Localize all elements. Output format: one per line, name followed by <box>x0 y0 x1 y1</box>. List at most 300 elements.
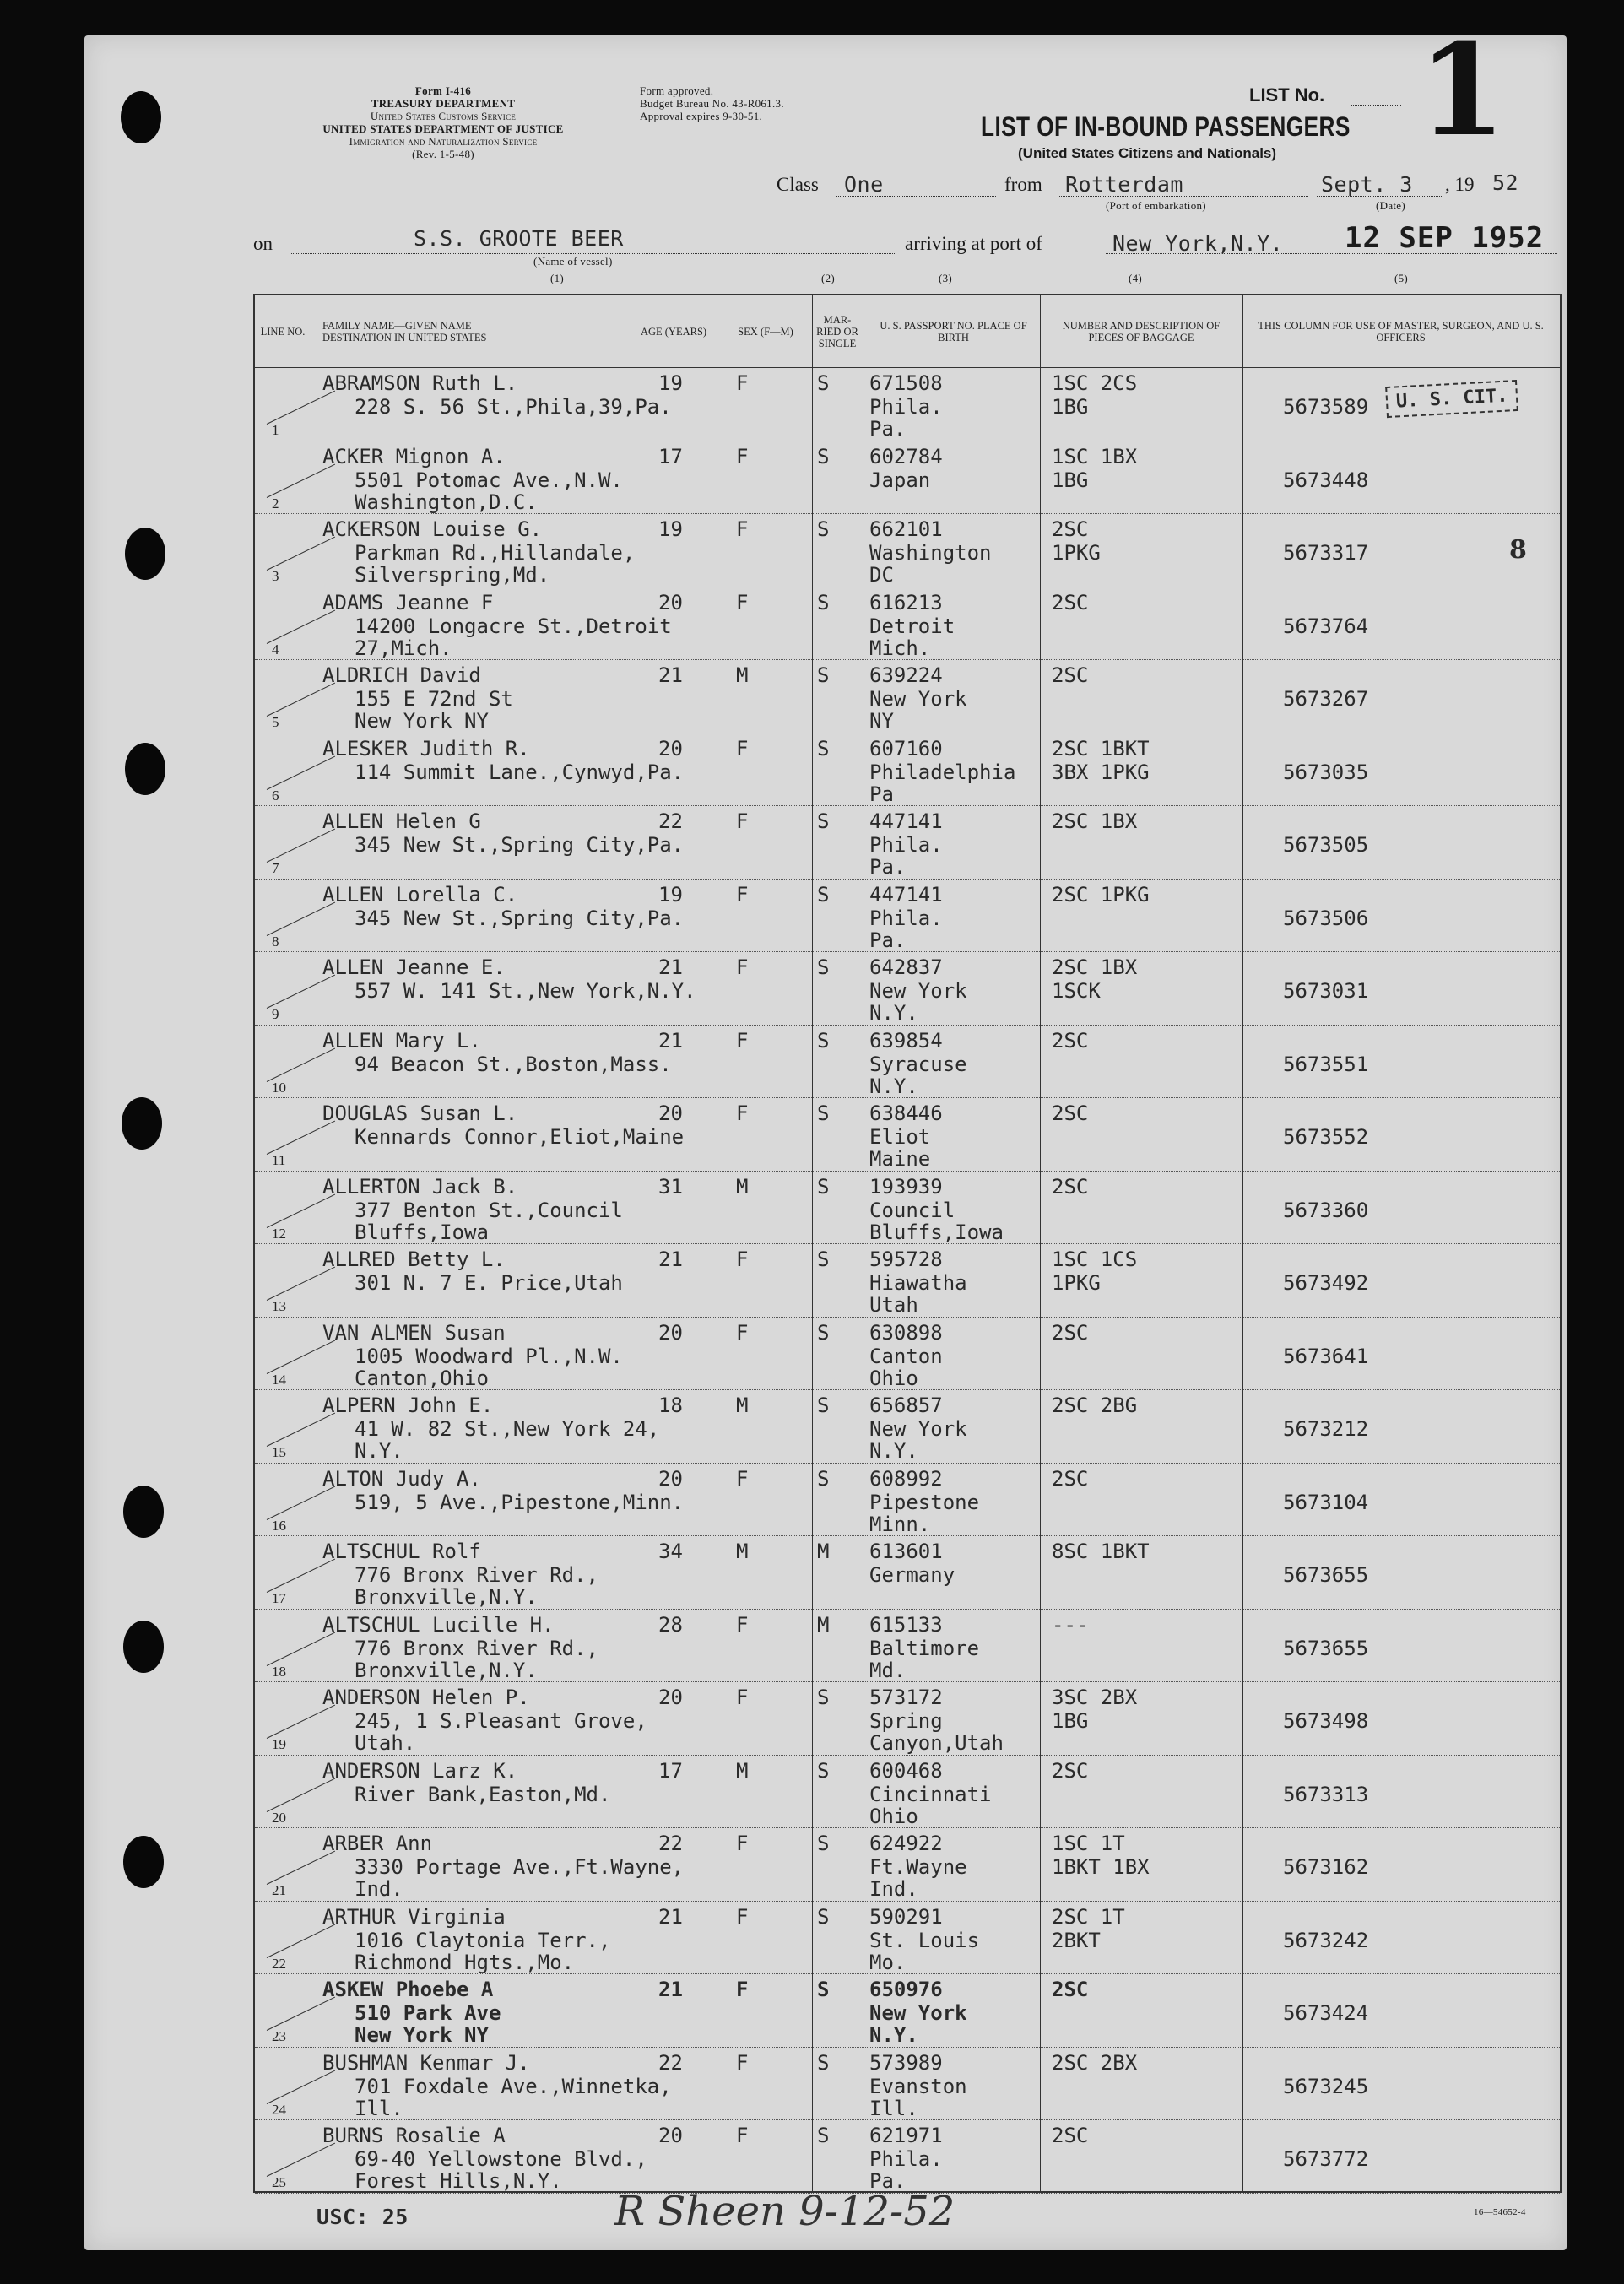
birthplace-line-1: Council <box>869 1198 955 1222</box>
address-line-1: 519, 5 Ave.,Pipestone,Minn. <box>355 1490 685 1514</box>
officer-code: 5673655 <box>1283 1563 1369 1587</box>
address-line-2: New York NY <box>355 2023 489 2047</box>
line-number: 19 <box>272 1736 286 1752</box>
birthplace-line-2: Ill. <box>869 2096 918 2120</box>
baggage-line-2: 1BKT 1BX <box>1052 1855 1150 1879</box>
line-number: 4 <box>272 641 279 658</box>
table-row <box>255 1464 1560 1537</box>
marital-status: S <box>817 2050 830 2075</box>
baggage-line-1: 2SC <box>1052 1466 1089 1491</box>
baggage-line-1: 2SC <box>1052 2124 1089 2147</box>
line-number: 5 <box>272 714 279 730</box>
address-line-1: 701 Foxdale Ave.,Winnetka, <box>355 2074 672 2098</box>
baggage-line-1: 8SC 1BKT <box>1052 1540 1150 1563</box>
approval-expires: Approval expires 9-30-51. <box>640 110 763 122</box>
marital-status: S <box>817 371 830 395</box>
age: 31 <box>658 1174 683 1199</box>
punch-hole <box>125 528 165 580</box>
age: 17 <box>658 444 683 468</box>
arrival-date-stamp: 12 SEP 1952 <box>1345 221 1545 255</box>
birthplace-line-1: Pipestone <box>869 1490 980 1514</box>
age: 22 <box>658 2050 683 2075</box>
baggage-line-1: 1SC 1BX <box>1052 444 1138 468</box>
officer-code: 5673245 <box>1283 2074 1369 2098</box>
header-passport: U. S. PASSPORT NO. PLACE OF BIRTH <box>880 319 1027 344</box>
officer-code: 5673313 <box>1283 1782 1369 1806</box>
birthplace-line-2: Pa. <box>869 928 907 952</box>
marital-status: S <box>817 1101 830 1125</box>
col-num-5: (5) <box>1394 272 1409 284</box>
passport-number: 607160 <box>869 736 943 760</box>
table-row <box>255 1828 1560 1902</box>
officer-code: 5673212 <box>1283 1417 1369 1441</box>
passport-number: 671508 <box>869 371 943 395</box>
birthplace-line-1: New York <box>869 687 967 711</box>
baggage-line-1: 2SC 1BX <box>1052 809 1138 833</box>
birthplace-line-2: Minn. <box>869 1512 931 1536</box>
sex: F <box>736 1686 749 1709</box>
from-value: Rotterdam <box>1065 172 1183 197</box>
address-line-1: 155 E 72nd St <box>355 687 513 711</box>
birthplace-line-1: Phila. <box>869 2147 943 2171</box>
birthplace-line-2: N.Y. <box>869 1001 918 1025</box>
passport-number: 600468 <box>869 1758 943 1783</box>
birthplace-line-1: Ft.Wayne <box>869 1855 967 1879</box>
passenger-name: ALLEN Mary L. <box>322 1028 481 1053</box>
passenger-name: ACKERSON Louise G. <box>322 517 543 541</box>
address-line-1: 114 Summit Lane.,Cynwyd,Pa. <box>355 760 685 784</box>
birthplace-line-1: New York <box>869 2001 967 2025</box>
passenger-name: ALTSCHUL Lucille H. <box>322 1612 555 1637</box>
passenger-name: ARTHUR Virginia <box>322 1904 506 1929</box>
birthplace-line-2: Pa. <box>869 2169 907 2193</box>
passenger-name: ALLEN Jeanne E. <box>322 955 506 979</box>
from-line <box>1059 196 1308 197</box>
line-number: 8 <box>272 933 279 950</box>
table-row <box>255 880 1560 953</box>
age: 20 <box>658 1466 683 1491</box>
marital-status: S <box>817 955 830 979</box>
baggage-line-2: 1BG <box>1052 1709 1089 1733</box>
passport-number: 193939 <box>869 1174 943 1199</box>
line-number: 3 <box>272 568 279 584</box>
baggage-line-2: 1PKG <box>1052 1271 1101 1295</box>
passenger-name: ALESKER Judith R. <box>322 736 530 760</box>
revision: (Rev. 1-5-48) <box>412 148 474 160</box>
birthplace-line-1: Cincinnati <box>869 1782 992 1806</box>
sex: F <box>736 1248 749 1271</box>
sex: F <box>736 809 749 833</box>
line-number: 20 <box>272 1809 286 1826</box>
header-sex: SEX (F—M) <box>738 325 793 338</box>
baggage-line-1: 2SC <box>1052 1758 1089 1783</box>
marital-status: S <box>817 1466 830 1491</box>
line-number: 25 <box>272 2174 286 2190</box>
age: 21 <box>658 1248 683 1271</box>
vessel-name: S.S. GROOTE BEER <box>414 226 624 251</box>
address-line-1: 245, 1 S.Pleasant Grove, <box>355 1709 647 1733</box>
officer-code: 5673655 <box>1283 1636 1369 1660</box>
officer-code: 5673764 <box>1283 614 1369 638</box>
address-line-1: 1005 Woodward Pl.,N.W. <box>355 1344 623 1368</box>
passenger-name: BURNS Rosalie A <box>322 2124 506 2147</box>
age: 21 <box>658 1028 683 1053</box>
table-row <box>255 1098 1560 1172</box>
address-line-1: 14200 Longacre St.,Detroit <box>355 614 672 638</box>
passport-number: 650976 <box>869 1978 943 2001</box>
birthplace-line-2: Mo. <box>869 1950 907 1974</box>
birthplace-line-1: Washington <box>869 541 992 565</box>
birthplace-line-1: Philadelphia <box>869 760 1016 784</box>
treasury-department: TREASURY DEPARTMENT <box>371 97 516 110</box>
marital-status: M <box>817 1540 830 1563</box>
passport-number: 639854 <box>869 1028 943 1053</box>
birthplace-line-1: Spring <box>869 1709 943 1733</box>
passport-number: 656857 <box>869 1394 943 1417</box>
passenger-name: BUSHMAN Kenmar J. <box>322 2050 530 2075</box>
sex: F <box>736 371 749 395</box>
birthplace-line-2: Ohio <box>869 1804 918 1828</box>
birthplace-line-2: Pa <box>869 782 894 806</box>
birthplace-line-1: New York <box>869 979 967 1003</box>
age: 18 <box>658 1394 683 1417</box>
class-label: Class <box>777 174 819 195</box>
passenger-name: ALDRICH David <box>322 663 481 687</box>
age: 21 <box>658 1904 683 1929</box>
form-approval <box>640 84 784 122</box>
marital-status: S <box>817 1028 830 1053</box>
table-row <box>255 1244 1560 1318</box>
passenger-name: ALLEN Helen G <box>322 809 481 833</box>
baggage-line-2: 1SCK <box>1052 979 1101 1003</box>
marital-status: S <box>817 1758 830 1783</box>
age: 21 <box>658 955 683 979</box>
baggage-line-1: 1SC 2CS <box>1052 371 1138 395</box>
passport-number: 638446 <box>869 1101 943 1125</box>
officer-code: 5673360 <box>1283 1198 1369 1222</box>
officer-code: 5673492 <box>1283 1271 1369 1295</box>
col-num-4: (4) <box>1129 272 1143 284</box>
passport-number: 662101 <box>869 517 943 541</box>
vessel-note: (Name of vessel) <box>533 255 613 268</box>
passenger-name: ANDERSON Helen P. <box>322 1686 530 1709</box>
budget-bureau: Budget Bureau No. 43-R061.3. <box>640 97 784 110</box>
sex: F <box>736 1612 749 1637</box>
passenger-name: VAN ALMEN Susan <box>322 1320 506 1345</box>
officer-code: 5673424 <box>1283 2001 1369 2025</box>
list-no-label: LIST No. <box>1249 84 1325 106</box>
sex: F <box>736 1466 749 1491</box>
list-subtitle: (United States Citizens and Nationals) <box>1018 145 1277 161</box>
passport-number: 573172 <box>869 1686 943 1709</box>
date-note: (Date) <box>1376 199 1405 212</box>
birthplace-line-2: Utah <box>869 1293 918 1317</box>
birthplace-line-2: Maine <box>869 1147 931 1171</box>
table-row <box>255 1318 1560 1391</box>
table-row <box>255 952 1560 1026</box>
address-line-1: 41 W. 82 St.,New York 24, <box>355 1417 660 1441</box>
header-married: MAR-RIED OR SINGLE <box>816 313 858 349</box>
age: 20 <box>658 736 683 760</box>
table-row <box>255 1974 1560 2048</box>
birthplace-line-2: Ohio <box>869 1366 918 1390</box>
passport-number: 615133 <box>869 1612 943 1637</box>
punch-hole <box>122 1097 162 1150</box>
address-line-2: Ind. <box>355 1877 403 1901</box>
birthplace-line-2: N.Y. <box>869 2023 918 2047</box>
passenger-name: ADAMS Jeanne F <box>322 590 494 614</box>
address-line-1: 776 Bronx River Rd., <box>355 1563 598 1587</box>
marital-status: S <box>817 590 830 614</box>
passport-number: 624922 <box>869 1832 943 1855</box>
officer-code: 5673498 <box>1283 1709 1369 1733</box>
customs-service: United States Customs Service <box>370 110 517 122</box>
baggage-line-1: 2SC <box>1052 1101 1089 1125</box>
table-row <box>255 2048 1560 2121</box>
passport-number: 447141 <box>869 809 943 833</box>
birthplace-line-1: Germany <box>869 1563 955 1587</box>
address-line-2: Richmond Hgts.,Mo. <box>355 1950 575 1974</box>
birthplace-line-1: Hiawatha <box>869 1271 967 1295</box>
officer-code: 5673505 <box>1283 833 1369 857</box>
sex: F <box>736 517 749 541</box>
passenger-name: ALLERTON Jack B. <box>322 1174 518 1199</box>
passport-number: 639224 <box>869 663 943 687</box>
address-line-2: Canton,Ohio <box>355 1366 489 1390</box>
line-number: 14 <box>272 1371 286 1388</box>
address-line-1: 557 W. 141 St.,New York,N.Y. <box>355 979 696 1003</box>
birthplace-line-1: Phila. <box>869 833 943 857</box>
punch-hole <box>125 743 165 795</box>
birthplace-line-1: Phila. <box>869 395 943 419</box>
marital-status: S <box>817 1320 830 1345</box>
baggage-line-1: 2SC <box>1052 517 1089 541</box>
vessel-line <box>291 253 895 254</box>
line-number: 15 <box>272 1444 286 1460</box>
officer-code: 5673104 <box>1283 1490 1369 1514</box>
officer-code: 5673031 <box>1283 979 1369 1003</box>
birthplace-line-2: N.Y. <box>869 1439 918 1463</box>
punch-hole <box>123 1836 164 1888</box>
marital-status: S <box>817 517 830 541</box>
officer-code: 5673317 <box>1283 541 1369 565</box>
address-line-1: 1016 Claytonia Terr., <box>355 1928 611 1952</box>
line-number: 24 <box>272 2101 286 2118</box>
passenger-name: ALLRED Betty L. <box>322 1248 506 1271</box>
marital-status: S <box>817 1686 830 1709</box>
passenger-name: ALLEN Lorella C. <box>322 882 518 907</box>
sex: F <box>736 1904 749 1929</box>
on-label: on <box>253 233 273 254</box>
line-number: 22 <box>272 1955 286 1972</box>
baggage-line-2: 1BG <box>1052 395 1089 419</box>
passport-number: 447141 <box>869 882 943 907</box>
address-line-1: 776 Bronx River Rd., <box>355 1636 598 1660</box>
sailing-date: Sept. 3 <box>1321 172 1413 197</box>
baggage-line-1: 2SC 1T <box>1052 1904 1125 1929</box>
birthplace-line-2: Pa. <box>869 417 907 441</box>
marital-status: S <box>817 444 830 468</box>
marital-status: S <box>817 663 830 687</box>
address-line-2: 27,Mich. <box>355 636 452 660</box>
line-number: 12 <box>272 1225 286 1242</box>
sex: M <box>736 1758 749 1783</box>
officer-code: 5673552 <box>1283 1125 1369 1149</box>
table-row <box>255 514 1560 587</box>
address-line-2: Silverspring,Md. <box>355 563 550 587</box>
address-line-2: Washington,D.C. <box>355 490 538 514</box>
list-number: 1 <box>1418 16 1507 165</box>
birthplace-line-2: Pa. <box>869 855 907 879</box>
address-line-1: 345 New St.,Spring City,Pa. <box>355 833 685 857</box>
table-row <box>255 1172 1560 1245</box>
birthplace-line-1: Evanston <box>869 2074 967 2098</box>
passport-number: 590291 <box>869 1904 943 1929</box>
address-line-1: 345 New St.,Spring City,Pa. <box>355 906 685 930</box>
birthplace-line-2: Bluffs,Iowa <box>869 1220 1004 1244</box>
age: 21 <box>658 663 683 687</box>
marital-status: S <box>817 1978 830 2001</box>
form-info <box>249 84 637 160</box>
baggage-line-1: 2SC 1PKG <box>1052 882 1150 907</box>
marital-status: S <box>817 1248 830 1271</box>
address-line-1: River Bank,Easton,Md. <box>355 1782 611 1806</box>
class-value: One <box>844 172 884 197</box>
line-number: 16 <box>272 1517 286 1534</box>
line-number: 13 <box>272 1298 286 1314</box>
baggage-line-1: 2SC <box>1052 1028 1089 1053</box>
col-num-2: (2) <box>821 272 836 284</box>
punch-hole <box>121 91 161 143</box>
marital-status: S <box>817 1174 830 1199</box>
sex: F <box>736 882 749 907</box>
passenger-name: ALTSCHUL Rolf <box>322 1540 481 1563</box>
passenger-name: ABRAMSON Ruth L. <box>322 371 518 395</box>
age: 20 <box>658 590 683 614</box>
address-line-2: Bronxville,N.Y. <box>355 1585 538 1609</box>
birthplace-line-2: DC <box>869 563 894 587</box>
marital-status: S <box>817 736 830 760</box>
age: 19 <box>658 517 683 541</box>
passenger-name: ALTON Judy A. <box>322 1466 481 1491</box>
line-number: 9 <box>272 1006 279 1022</box>
marital-status: M <box>817 1612 830 1637</box>
punch-hole <box>123 1621 164 1673</box>
usc-count: USC: 25 <box>317 2205 409 2229</box>
sex: F <box>736 736 749 760</box>
year-prefix: , 19 <box>1445 174 1475 195</box>
baggage-line-1: 2SC <box>1052 590 1089 614</box>
baggage-line-2: 3BX 1PKG <box>1052 760 1150 784</box>
birthplace-line-2: N.Y. <box>869 1074 918 1098</box>
sex: F <box>736 1832 749 1855</box>
age: 21 <box>658 1978 683 2001</box>
birthplace-line-2: Ind. <box>869 1877 918 1901</box>
margin-mark: 8 <box>1509 535 1527 565</box>
birthplace-line-1: New York <box>869 1417 967 1441</box>
passport-number: 595728 <box>869 1248 943 1271</box>
line-number: 2 <box>272 495 279 511</box>
passenger-name: ACKER Mignon A. <box>322 444 506 468</box>
passport-number: 621971 <box>869 2124 943 2147</box>
class-line <box>836 196 996 197</box>
address-line-2: Bluffs,Iowa <box>355 1220 489 1244</box>
table-row <box>255 1902 1560 1975</box>
table-row <box>255 733 1560 807</box>
address-line-1: 3330 Portage Ave.,Ft.Wayne, <box>355 1855 685 1879</box>
passenger-table <box>253 294 1562 2193</box>
table-row <box>255 441 1560 515</box>
port-embarkation-note: (Port of embarkation) <box>1106 199 1206 212</box>
passenger-name: ASKEW Phoebe A <box>322 1978 494 2001</box>
marital-status: S <box>817 1904 830 1929</box>
sex: F <box>736 2050 749 2075</box>
inspector-signature: R Sheen 9-12-52 <box>614 2188 955 2235</box>
officer-code: 5673772 <box>1283 2147 1369 2171</box>
address-line-1: 301 N. 7 E. Price,Utah <box>355 1271 623 1295</box>
line-number: 18 <box>272 1663 286 1680</box>
officer-code: 5673448 <box>1283 468 1369 492</box>
citizen-stamp: U. S. CIT. <box>1385 380 1518 418</box>
birthplace-line-2: Mich. <box>869 636 931 660</box>
line-number: 11 <box>272 1152 286 1168</box>
sex: F <box>736 1101 749 1125</box>
sex: F <box>736 1320 749 1345</box>
address-line-1: 69-40 Yellowstone Blvd., <box>355 2147 647 2171</box>
form-approved: Form approved. <box>640 84 714 97</box>
age: 22 <box>658 1832 683 1855</box>
sex: F <box>736 1028 749 1053</box>
marital-status: S <box>817 1832 830 1855</box>
baggage-line-2: 2BKT <box>1052 1928 1101 1952</box>
immigration-service: Immigration and Naturalization Service <box>349 135 538 148</box>
age: 19 <box>658 371 683 395</box>
list-title: LIST OF IN-BOUND PASSENGERS <box>981 111 1351 142</box>
col-num-3: (3) <box>939 272 953 284</box>
marital-status: S <box>817 2124 830 2147</box>
baggage-line-1: 2SC 1BX <box>1052 955 1138 979</box>
punch-hole <box>123 1486 164 1538</box>
address-line-2: Ill. <box>355 2096 403 2120</box>
table-row <box>255 368 1560 441</box>
form-number: Form I-416 <box>414 84 472 97</box>
passport-number: 630898 <box>869 1320 943 1345</box>
passport-number: 602784 <box>869 444 943 468</box>
baggage-line-1: 2SC 2BX <box>1052 2050 1138 2075</box>
birthplace-line-1: Syracuse <box>869 1052 967 1076</box>
passport-number: 642837 <box>869 955 943 979</box>
table-row <box>255 660 1560 733</box>
passport-number: 573989 <box>869 2050 943 2075</box>
baggage-line-1: 2SC 1BKT <box>1052 736 1150 760</box>
table-row <box>255 1390 1560 1464</box>
address-line-2: Bronxville,N.Y. <box>355 1658 538 1682</box>
baggage-line-1: 2SC 2BG <box>1052 1394 1138 1417</box>
passport-number: 616213 <box>869 590 943 614</box>
line-number: 10 <box>272 1079 286 1096</box>
list-no-line <box>1351 105 1401 106</box>
passenger-name: ARBER Ann <box>322 1832 433 1855</box>
line-number: 1 <box>272 422 279 438</box>
address-line-1: 510 Park Ave <box>355 2001 501 2025</box>
justice-department: UNITED STATES DEPARTMENT OF JUSTICE <box>322 122 564 135</box>
age: 22 <box>658 809 683 833</box>
baggage-line-1: 2SC <box>1052 663 1089 687</box>
baggage-line-1: 2SC <box>1052 1320 1089 1345</box>
birthplace-line-1: St. Louis <box>869 1928 980 1952</box>
age: 28 <box>658 1612 683 1637</box>
address-line-1: 377 Benton St.,Council <box>355 1198 623 1222</box>
